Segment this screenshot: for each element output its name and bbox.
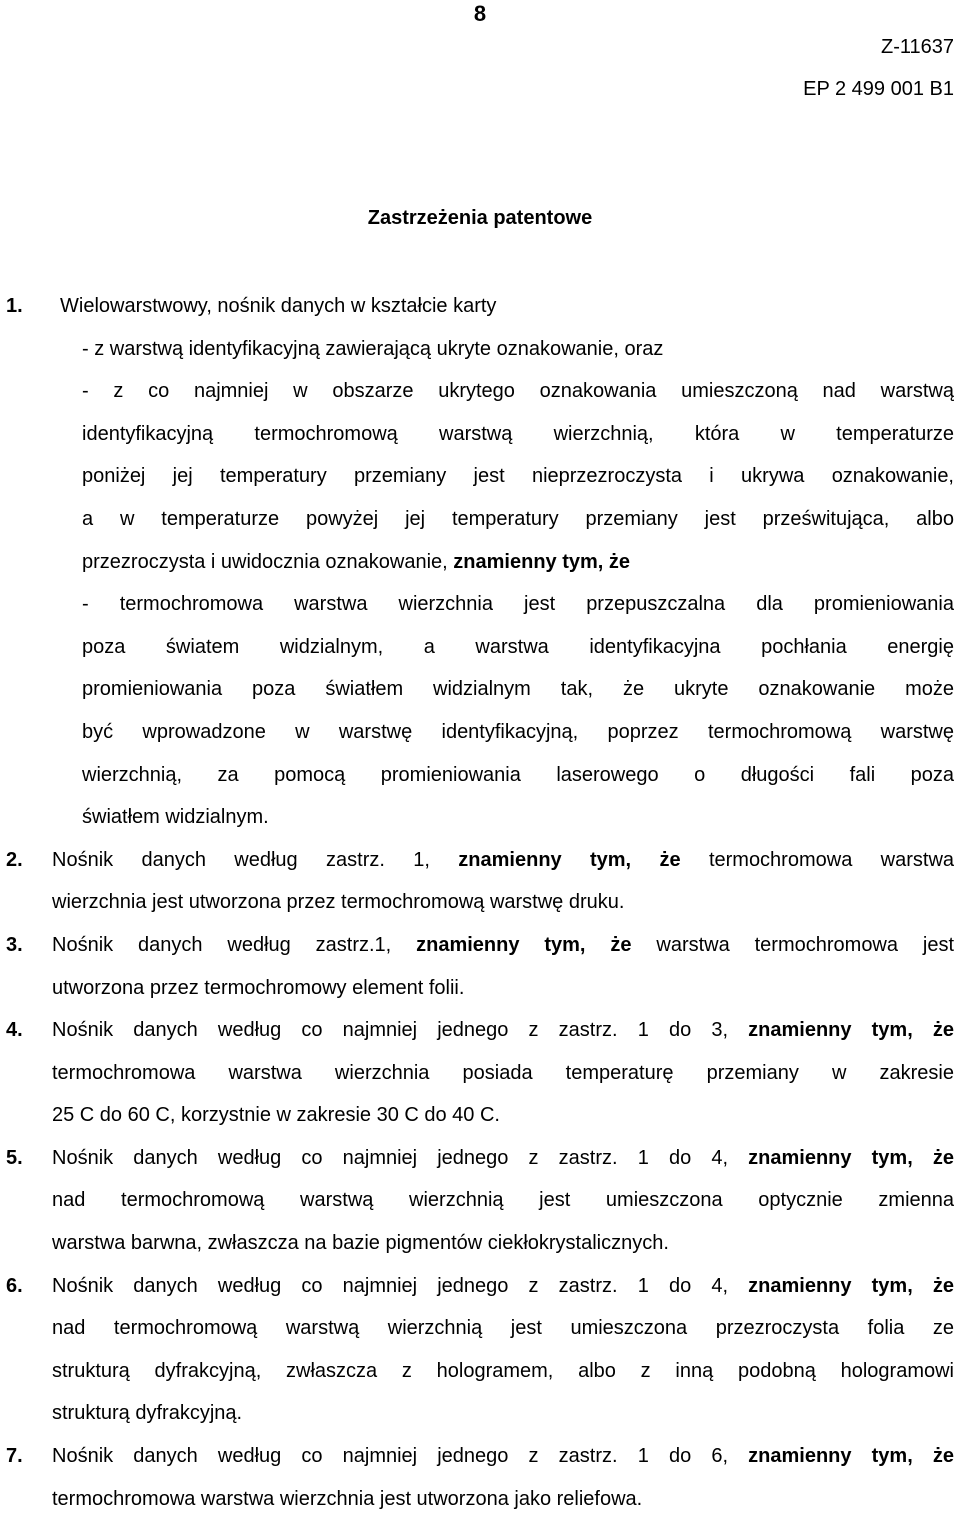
claim-line: poniżej jej temperatury przemiany jest nieprzezroczysta i ukrywa oznakowanie, (82, 465, 954, 488)
claim-line: Wielowarstwowy, nośnik danych w kształcie karty (60, 295, 497, 317)
document-number: Z-11637 (880, 36, 954, 58)
section-title: Zastrzeżenia patentowe (367, 207, 593, 229)
claim-line (52, 1137, 954, 1180)
claim-text: Nośnik danych według zastrz. 1, (52, 848, 430, 871)
claim-characterizing-phrase: znamienny tym, że (748, 1445, 954, 1468)
claim-characterizing-phrase: znamienny tym, że (458, 848, 681, 871)
patent-number: EP 2 499 001 B1 (803, 78, 954, 100)
claim-line: promieniowania poza światłem widzialnym tak, że ukryte oznakowanie może (82, 678, 954, 701)
claim-text: Nośnik danych według co najmniej jednego z zastrz. 1 do 3, (52, 1019, 728, 1042)
claim-line: wierzchnia jest utworzona przez termochromową warstwę druku. (52, 891, 625, 914)
claim-text: Nośnik danych według co najmniej jednego z zastrz. 1 do 4, (52, 1146, 728, 1169)
claim-number: 7. (6, 1445, 23, 1468)
claim-1 (0, 285, 960, 839)
claim-line: termochromowa warstwa wierzchnia jest utworzona jako reliefowa. (52, 1487, 643, 1510)
claim-line: - z warstwą identyfikacyjną zawierającą ukryte oznakowanie, oraz (82, 337, 664, 360)
claim-line: poza światem widzialnym, a warstwa identyfikacyjna pochłania energię (82, 635, 954, 658)
claim-line: światłem widzialnym. (82, 806, 269, 829)
claim-4 (0, 1009, 960, 1137)
claim-line (52, 839, 954, 882)
claim-line: być wprowadzone w warstwę identyfikacyjną, poprzez termochromową warstwę (82, 720, 954, 743)
claim-6 (0, 1265, 960, 1435)
claim-line: strukturą dyfrakcyjną. (52, 1402, 243, 1425)
page-number: 8 (473, 1, 487, 26)
claim-text: Nośnik danych według zastrz.1, (52, 933, 392, 956)
claim-number: 4. (6, 1019, 23, 1042)
claim-number: 5. (6, 1146, 23, 1169)
claim-number: 6. (6, 1274, 23, 1297)
claim-line: - z co najmniej w obszarze ukrytego oznakowania umieszczoną nad warstwą (82, 380, 954, 403)
claim-characterizing-phrase: znamienny tym, że (453, 550, 631, 573)
claim-line: utworzona przez termochromowy element folii. (52, 976, 465, 999)
claim-number: 2. (6, 848, 23, 871)
claim-text: Nośnik danych według co najmniej jednego z zastrz. 1 do 4, (52, 1274, 728, 1297)
claim-line: strukturą dyfrakcyjną, zwłaszcza z hologramem, albo z inną podobną hologramowi (52, 1359, 954, 1382)
claim-text: warstwa termochromowa jest (656, 933, 955, 956)
claim-line: identyfikacyjną termochromową warstwą wierzchnią, która w temperaturze (82, 422, 954, 445)
claim-2 (0, 839, 960, 924)
claim-characterizing-phrase: znamienny tym, że (748, 1146, 954, 1169)
claim-line: nad termochromową warstwą wierzchnią jest umieszczona optycznie zmienna (52, 1189, 954, 1212)
claims-list (0, 285, 960, 1520)
claim-number: 1. (6, 295, 23, 317)
claim-line: - termochromowa warstwa wierzchnia jest przepuszczalna dla promieniowania (82, 593, 954, 616)
claim-number: 3. (6, 933, 23, 956)
claim-text: Nośnik danych według co najmniej jednego z zastrz. 1 do 6, (52, 1445, 728, 1468)
claim-text: przezroczysta i uwidocznia oznakowanie, (82, 550, 448, 573)
claim-line: warstwa barwna, zwłaszcza na bazie pigmentów ciekłokrystalicznych. (52, 1232, 669, 1255)
claim-line (52, 924, 954, 967)
claim-5 (0, 1137, 960, 1265)
claim-3 (0, 924, 960, 1009)
claim-characterizing-phrase: znamienny tym, że (748, 1019, 954, 1042)
claim-line: termochromowa warstwa wierzchnia posiada temperaturę przemiany w zakresie (52, 1061, 954, 1084)
claim-7 (0, 1435, 960, 1520)
claim-line: nad termochromową warstwą wierzchnią jest umieszczona przezroczysta folia ze (52, 1317, 954, 1340)
claim-line: 25 C do 60 C, korzystnie w zakresie 30 C do 40 C. (52, 1104, 500, 1127)
claim-line (52, 1265, 954, 1308)
claim-line: a w temperaturze powyżej jej temperatury przemiany jest prześwitująca, albo (82, 507, 954, 530)
claim-line (52, 1009, 954, 1052)
claim-text: termochromowa warstwa (708, 848, 955, 871)
claim-line (52, 1435, 954, 1478)
claim-characterizing-phrase: znamienny tym, że (416, 933, 632, 956)
claim-line: wierzchnią, za pomocą promieniowania laserowego o długości fali poza (82, 763, 954, 786)
claim-line (82, 541, 954, 584)
claim-characterizing-phrase: znamienny tym, że (748, 1274, 954, 1297)
